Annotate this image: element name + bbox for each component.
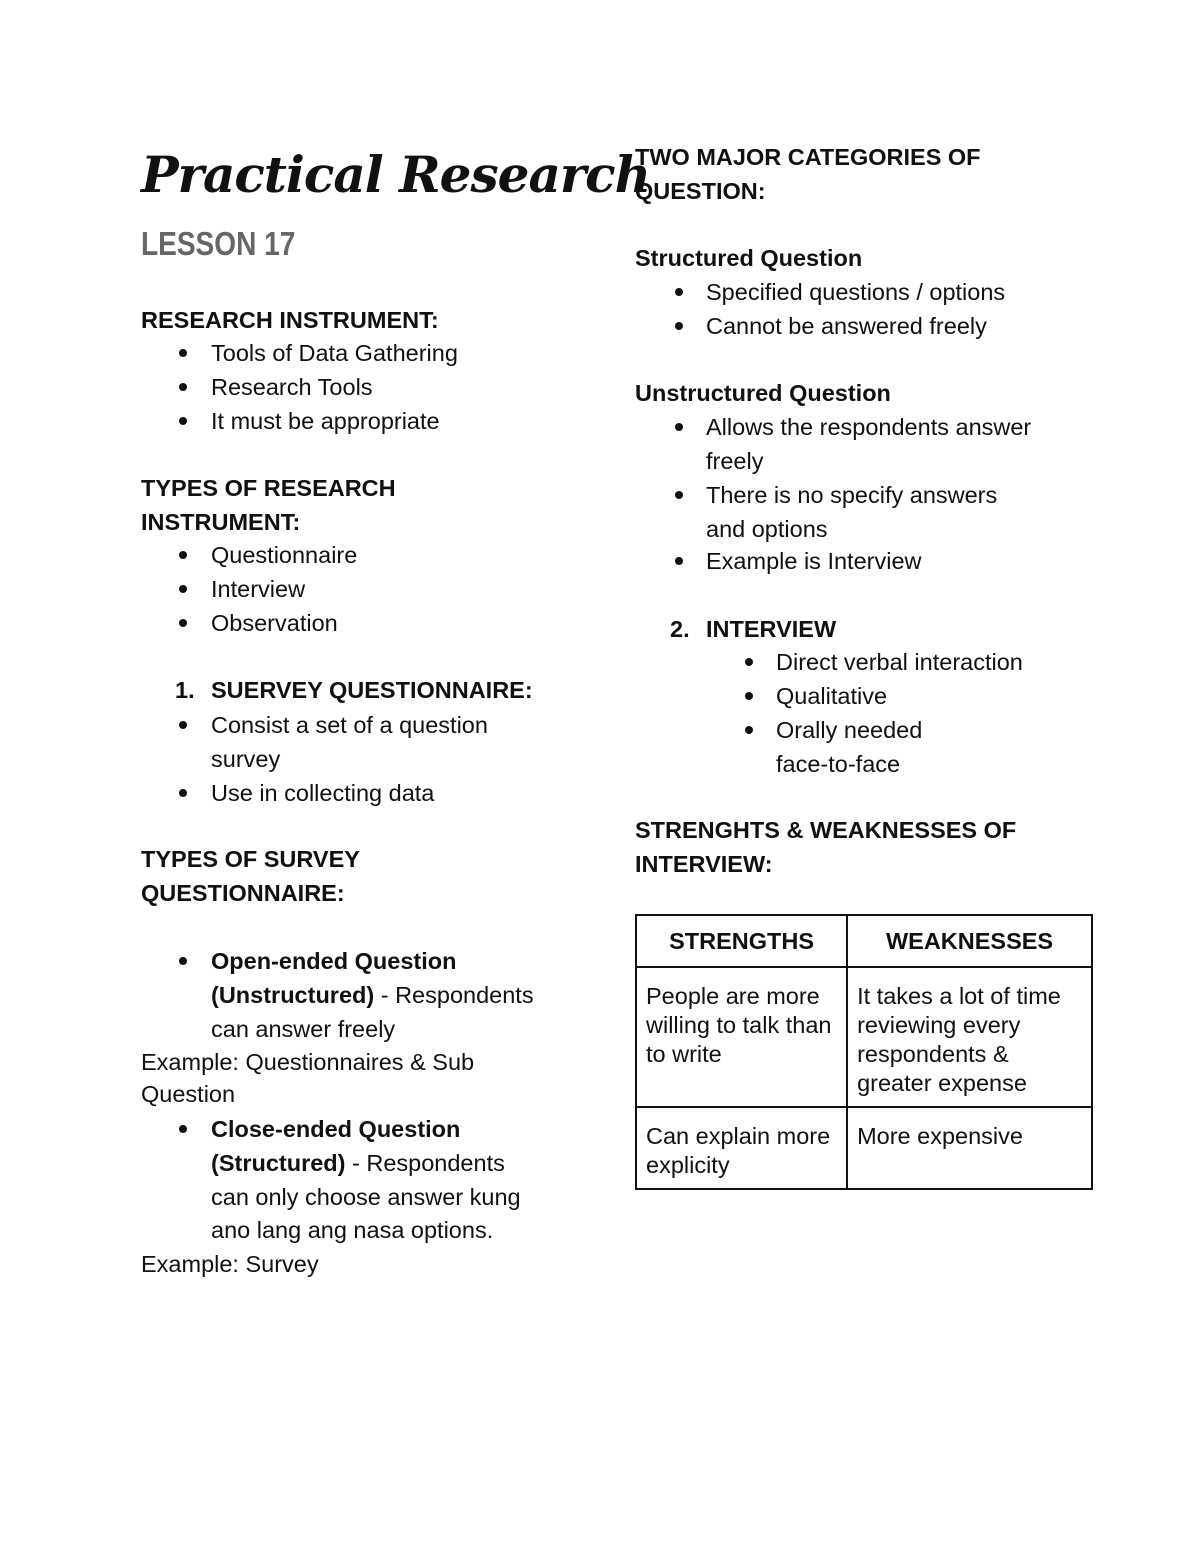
bullet-icon bbox=[179, 957, 187, 965]
close-ended-example: Example: Survey bbox=[141, 1251, 319, 1277]
list-item-cont: face-to-face bbox=[776, 751, 901, 777]
list-item-cont: and options bbox=[706, 516, 828, 542]
open-ended-line bbox=[211, 978, 534, 1012]
structured-heading: Structured Question bbox=[635, 245, 863, 271]
bullet-icon bbox=[179, 585, 187, 593]
bullet-icon bbox=[179, 721, 187, 729]
bullet-icon bbox=[179, 1125, 187, 1133]
bullet-icon bbox=[179, 383, 187, 391]
bullet-icon bbox=[745, 658, 753, 666]
section-number: 1. bbox=[175, 677, 195, 703]
table-header-row bbox=[636, 915, 1092, 967]
bullet-icon bbox=[179, 349, 187, 357]
list-item: There is no specify answers bbox=[706, 482, 998, 508]
list-item: Cannot be answered freely bbox=[706, 313, 987, 339]
table-header-strengths: STRENGTHS bbox=[636, 915, 847, 967]
categories-heading-cont: QUESTION: bbox=[635, 178, 766, 204]
bullet-icon bbox=[745, 726, 753, 734]
close-ended-type: (Structured) bbox=[211, 1150, 346, 1176]
table-header-weaknesses: WEAKNESSES bbox=[847, 915, 1092, 967]
sw-heading-cont: INTERVIEW: bbox=[635, 851, 773, 877]
close-ended-line bbox=[211, 1146, 505, 1180]
table-cell: It takes a lot of time reviewing every respondents & greater expense bbox=[847, 967, 1092, 1107]
table-cell: People are more willing to talk than to write bbox=[636, 967, 847, 1107]
bullet-icon bbox=[745, 692, 753, 700]
close-ended-desc-cont: can only choose answer kung bbox=[211, 1184, 521, 1210]
list-item-cont: survey bbox=[211, 746, 281, 772]
list-item: Example is Interview bbox=[706, 548, 922, 574]
unstructured-heading: Unstructured Question bbox=[635, 380, 891, 406]
close-ended-desc: - Respondents bbox=[345, 1150, 505, 1176]
table-cell: Can explain more explicity bbox=[636, 1107, 847, 1189]
document-title: Practical Research bbox=[141, 145, 650, 204]
close-ended-label: Close-ended Question bbox=[211, 1116, 461, 1142]
table-row bbox=[636, 967, 1092, 1107]
list-item: Qualitative bbox=[776, 683, 888, 709]
open-ended-desc-cont: can answer freely bbox=[211, 1016, 396, 1042]
table-cell: More expensive bbox=[847, 1107, 1092, 1189]
table-row bbox=[636, 1107, 1092, 1189]
bullet-icon bbox=[675, 491, 683, 499]
types-instrument-heading-cont: INSTRUMENT: bbox=[141, 509, 301, 535]
survey-questionnaire-heading: SUERVEY QUESTIONNAIRE: bbox=[211, 677, 533, 703]
close-ended-desc-cont: ano lang ang nasa options. bbox=[211, 1217, 494, 1243]
open-ended-label: Open-ended Question bbox=[211, 948, 457, 974]
categories-heading: TWO MAJOR CATEGORIES OF bbox=[635, 144, 981, 170]
list-item: Tools of Data Gathering bbox=[211, 340, 458, 366]
types-survey-heading: TYPES OF SURVEY bbox=[141, 846, 360, 872]
bullet-icon bbox=[675, 322, 683, 330]
list-item: Orally needed bbox=[776, 717, 923, 743]
bullet-icon bbox=[179, 619, 187, 627]
list-item: Use in collecting data bbox=[211, 780, 435, 806]
list-item: Specified questions / options bbox=[706, 279, 1006, 305]
list-item: Questionnaire bbox=[211, 542, 358, 568]
interview-heading: INTERVIEW bbox=[706, 616, 837, 642]
list-item: It must be appropriate bbox=[211, 408, 440, 434]
bullet-icon bbox=[179, 789, 187, 797]
list-item: Observation bbox=[211, 610, 338, 636]
bullet-icon bbox=[675, 423, 683, 431]
open-ended-desc: - Respondents bbox=[374, 982, 534, 1008]
sw-heading: STRENGHTS & WEAKNESSES OF bbox=[635, 817, 1017, 843]
bullet-icon bbox=[179, 551, 187, 559]
lesson-label: LESSON 17 bbox=[141, 225, 296, 262]
open-ended-example-cont: Question bbox=[141, 1081, 236, 1107]
list-item: Interview bbox=[211, 576, 306, 602]
research-instrument-heading: RESEARCH INSTRUMENT: bbox=[141, 307, 439, 333]
list-item: Research Tools bbox=[211, 374, 373, 400]
types-survey-heading-cont: QUESTIONNAIRE: bbox=[141, 880, 345, 906]
list-item: Direct verbal interaction bbox=[776, 649, 1023, 675]
list-item: Allows the respondents answer bbox=[706, 414, 1032, 440]
open-ended-example: Example: Questionnaires & Sub bbox=[141, 1049, 475, 1075]
list-item-cont: freely bbox=[706, 448, 764, 474]
bullet-icon bbox=[675, 557, 683, 565]
bullet-icon bbox=[179, 417, 187, 425]
types-instrument-heading: TYPES OF RESEARCH bbox=[141, 475, 396, 501]
section-number: 2. bbox=[670, 616, 690, 642]
open-ended-type: (Unstructured) bbox=[211, 982, 375, 1008]
bullet-icon bbox=[675, 288, 683, 296]
strengths-weaknesses-table bbox=[635, 914, 1093, 1190]
list-item: Consist a set of a question bbox=[211, 712, 488, 738]
